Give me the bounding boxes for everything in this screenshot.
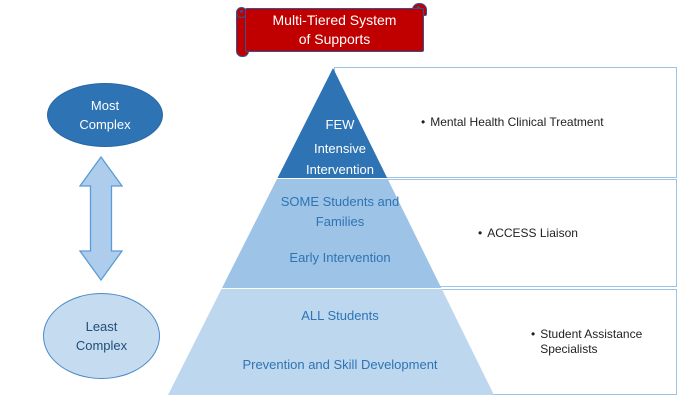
- most-complex-label-line2: Complex: [79, 117, 131, 132]
- least-complex-label-line2: Complex: [75, 338, 128, 353]
- tier2-population-label: SOME Students and Families: [280, 194, 400, 229]
- bullet-icon: •: [421, 115, 426, 129]
- title-line-1: Multi-Tiered System: [272, 12, 397, 28]
- tier1-label: Intensive Intervention: [306, 141, 374, 177]
- tier3-label: Prevention and Skill Development: [242, 357, 438, 372]
- tier1-population-label: FEW: [325, 117, 355, 132]
- tier3-population-label: ALL Students: [301, 308, 379, 323]
- support-label-tier1: Mental Health Clinical Treatment: [430, 115, 604, 129]
- bullet-icon: •: [531, 327, 536, 341]
- pyramid-tier3-shape: [168, 289, 494, 395]
- title-line-2: of Supports: [298, 31, 371, 47]
- bullet-icon: •: [478, 225, 483, 240]
- tier2-label: Early Intervention: [289, 250, 391, 265]
- support-label-tier2: ACCESS Liaison: [487, 225, 578, 240]
- most-complex-label-line1: Most: [90, 97, 120, 113]
- support-label-tier3: Student Assistance Specialists: [540, 327, 643, 356]
- least-complex-label-line1: Least: [85, 318, 118, 334]
